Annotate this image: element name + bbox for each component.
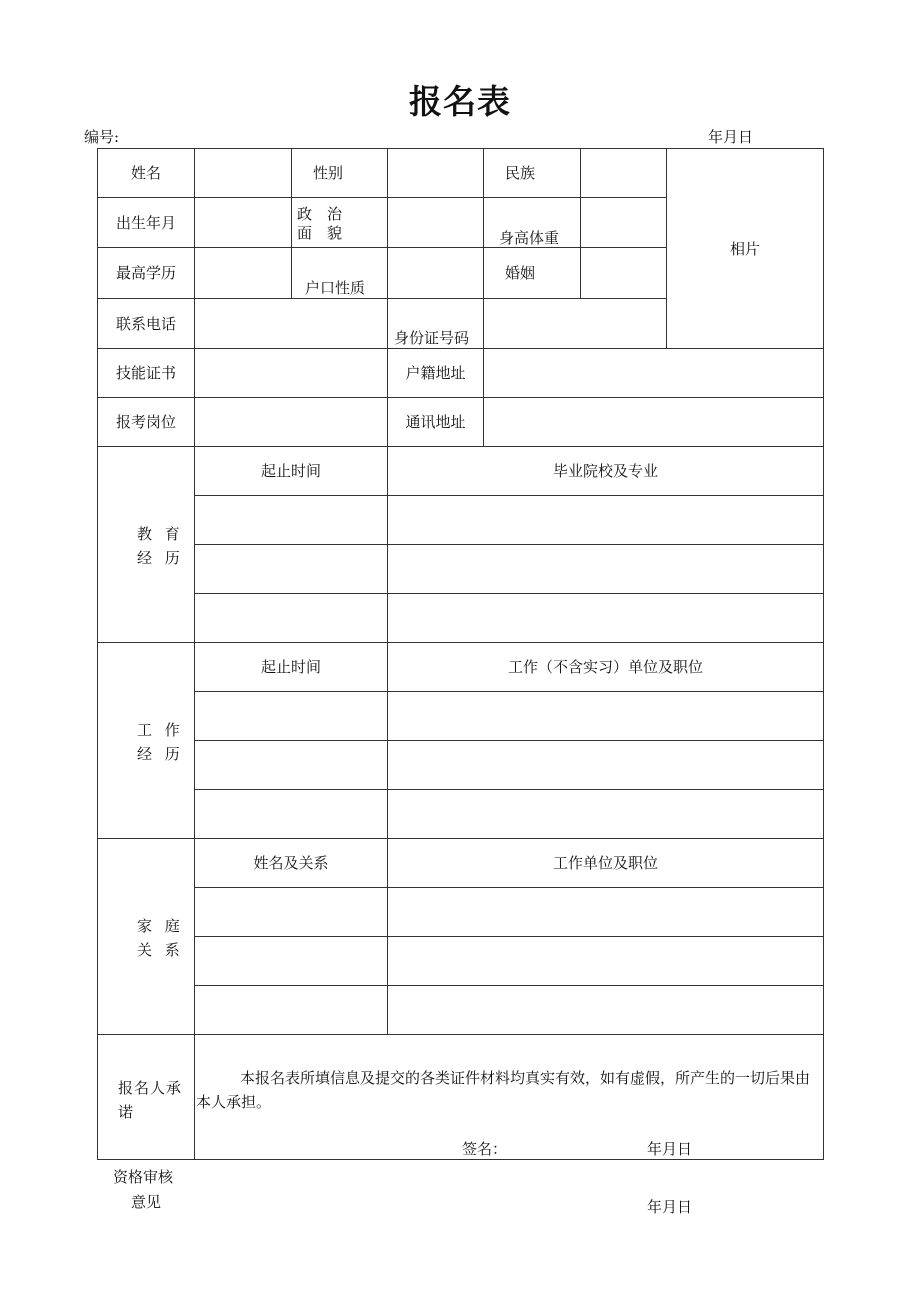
family-employer-input[interactable] [388, 888, 823, 936]
label-hukou-address: 户籍地址 [405, 364, 466, 382]
education-col-period: 起止时间 [260, 462, 321, 480]
input-skills[interactable] [195, 349, 387, 397]
input-education[interactable] [195, 248, 291, 298]
pledge-date-label: 年月日 [647, 1140, 693, 1158]
input-name[interactable] [195, 149, 291, 197]
input-hukou-address[interactable] [484, 349, 823, 397]
label-education: 最高学历 [115, 264, 176, 282]
number-label: 编号: [84, 128, 120, 146]
review-label-line1: 资格审核 [113, 1168, 174, 1186]
work-col-employer: 工作（不含实习）单位及职位 [507, 658, 703, 676]
family-section-label: 家 庭 关 系 [137, 917, 184, 959]
input-birth[interactable] [195, 198, 291, 247]
pledge-text: 本报名表所填信息及提交的各类证件材料均真实有效，如有虚假，所产生的一切后果由本人承担。 [196, 1069, 811, 1111]
family-name-input[interactable] [195, 937, 387, 985]
label-gender: 性别 [312, 164, 343, 182]
education-school-input[interactable] [388, 594, 823, 642]
label-political-line1: 政 治 [297, 205, 343, 223]
education-col-school: 毕业院校及专业 [552, 462, 658, 480]
input-political[interactable] [388, 198, 483, 247]
label-skills: 技能证书 [115, 364, 176, 382]
education-school-input[interactable] [388, 496, 823, 544]
label-ethnicity: 民族 [504, 164, 535, 182]
family-col-employer: 工作单位及职位 [552, 854, 658, 872]
input-marriage[interactable] [581, 248, 666, 298]
input-ethnicity[interactable] [581, 149, 666, 197]
work-section-label: 工 作 经 历 [137, 721, 184, 763]
label-hukou-type: 户口性质 [305, 279, 366, 297]
label-phone: 联系电话 [115, 314, 176, 333]
work-period-input[interactable] [195, 790, 387, 838]
input-mail-address[interactable] [484, 398, 823, 446]
work-col-period: 起止时间 [260, 658, 321, 676]
pledge-label: 报名人承 诺 [118, 1079, 183, 1121]
education-section-label: 教 育 经 历 [137, 525, 184, 567]
input-id-number[interactable] [484, 299, 666, 348]
family-name-input[interactable] [195, 888, 387, 936]
work-employer-input[interactable] [388, 790, 823, 838]
family-employer-input[interactable] [388, 986, 823, 1034]
input-gender[interactable] [388, 149, 483, 197]
label-marriage: 婚姻 [504, 264, 535, 282]
education-period-input[interactable] [195, 496, 387, 544]
label-birth: 出生年月 [115, 213, 176, 232]
work-employer-input[interactable] [388, 692, 823, 740]
education-period-input[interactable] [195, 545, 387, 593]
review-date-label: 年月日 [647, 1198, 693, 1216]
input-hukou-type[interactable] [388, 248, 483, 298]
label-name: 姓名 [130, 164, 161, 182]
review-label-line2: 意见 [131, 1193, 162, 1211]
form-title: 报名表 [409, 82, 511, 121]
pledge-signature-field[interactable] [506, 1136, 636, 1158]
input-position[interactable] [195, 398, 387, 446]
work-employer-input[interactable] [388, 741, 823, 789]
input-phone[interactable] [195, 299, 387, 348]
label-height-weight: 身高体重 [499, 229, 560, 247]
education-school-input[interactable] [388, 545, 823, 593]
pledge-sign-label: 签名： [462, 1140, 508, 1158]
education-period-input[interactable] [195, 594, 387, 642]
photo-box[interactable]: 相片 [729, 239, 760, 258]
family-name-input[interactable] [195, 986, 387, 1034]
header-date-label: 年月日 [708, 128, 754, 146]
family-employer-input[interactable] [388, 937, 823, 985]
input-height-weight[interactable] [581, 198, 666, 247]
label-mail-address: 通讯地址 [405, 413, 466, 431]
label-id-number: 身份证号码 [394, 329, 470, 347]
work-period-input[interactable] [195, 692, 387, 740]
family-col-name: 姓名及关系 [253, 854, 329, 872]
label-political-line2: 面 貌 [297, 224, 343, 242]
label-position: 报考岗位 [115, 413, 176, 431]
work-period-input[interactable] [195, 741, 387, 789]
